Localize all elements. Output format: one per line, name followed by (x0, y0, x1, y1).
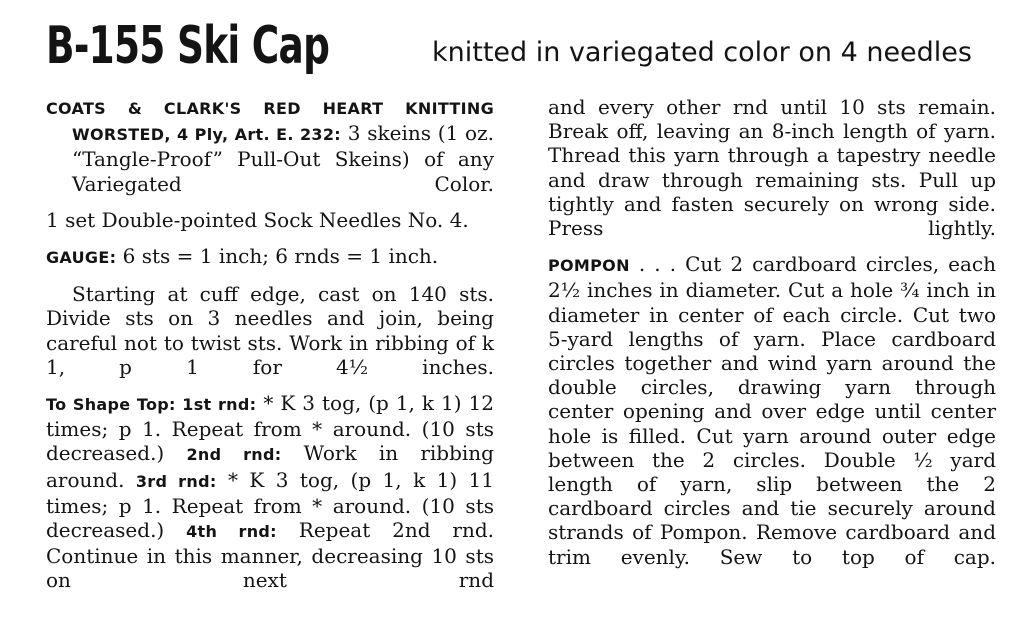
shape-top-text-2: Work in ribbing around. (46, 441, 494, 492)
pattern-title: B-155 Ski Cap (46, 16, 330, 76)
round-4-label: 4th rnd: (186, 522, 277, 542)
materials-yarn (46, 95, 494, 196)
shape-top-instructions (46, 391, 494, 593)
finishing-instructions: and every other rnd until 10 sts remain. Break off, leaving an 8-inch length of yarn. Thread this yarn through a tapestry needle and draw through remaining sts. Pull up tightly and fasten securely on wrong side. Press lightly. (548, 95, 996, 241)
shape-top-label: To Shape Top: 1st rnd: (46, 395, 257, 415)
round-2-label: 2nd rnd: (186, 445, 282, 465)
gauge (46, 244, 494, 270)
pompon-label: POMPON (548, 256, 630, 276)
gauge-text: 6 sts = 1 inch; 6 rnds = 1 inch. (116, 244, 439, 269)
pattern-subtitle: knitted in variegated color on 4 needles (432, 37, 972, 68)
round-3-label: 3rd rnd: (135, 471, 217, 491)
left-column (46, 95, 494, 593)
cuff-instructions: Starting at cuff edge, cast on 140 sts. Divide sts on 3 needles and join, being careful not to twist sts. Work in ribbing of k 1, p 1 for 4½ inches. (46, 282, 494, 379)
shape-top-text-3: * K 3 tog, (p 1, k 1) 11 times; p 1. Repeat from * around. (10 sts decreased.) (46, 467, 494, 543)
gauge-label: GAUGE: (46, 248, 117, 268)
right-column (548, 95, 996, 569)
materials-needles: 1 set Double-pointed Sock Needles No. 4. (46, 207, 469, 232)
yarn-text: 3 skeins (1 oz. “Tangle-Proof” Pull-Out Skeins) of any Variegated Color. (72, 121, 494, 196)
pompon-instructions (548, 252, 996, 569)
header (46, 14, 1006, 84)
pompon-text: . . . Cut 2 cardboard circles, each 2½ inches in diameter. Cut a hole ¾ inch in diameter in center of each circle. Cut two 5-yard lengths of yarn. Place cardboard circles together and wind yarn around the double circles, drawing yarn through center opening and over edge until center hole is filled. Cut yarn around outer edge between the 2 circles. Double ½ yard length of yarn, slip between the 2 cardboard circles and tie securely around strands of Pompon. Remove cardboard and trim evenly. Sew to top of cap. (548, 252, 996, 569)
shape-top-text-4: Repeat 2nd rnd. Continue in this manner, decreasing 10 sts on next rnd (46, 518, 494, 593)
shape-top-text-1: * K 3 tog, (p 1, k 1) 12 times; p 1. Repeat from * around. (10 sts decreased.) (46, 391, 495, 466)
yarn-label: COATS & CLARK'S RED HEART KNITTING WORSTED, 4 Ply, Art. E. 232: (46, 99, 494, 145)
